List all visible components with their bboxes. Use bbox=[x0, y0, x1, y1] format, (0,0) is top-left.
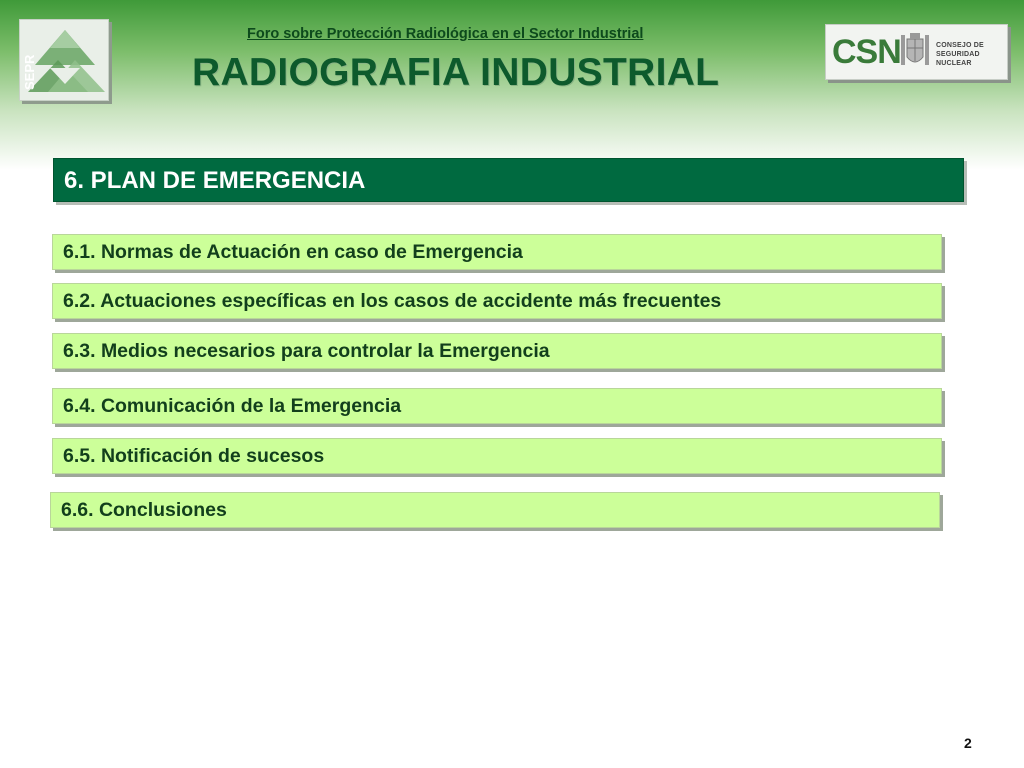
csn-logo-subtext: CONSEJO DE SEGURIDAD NUCLEAR bbox=[936, 42, 984, 67]
sepr-logo-text: SEPR bbox=[22, 54, 37, 90]
forum-link[interactable]: Foro sobre Protección Radiológica en el Sector Industrial bbox=[247, 26, 644, 42]
csn-logo bbox=[825, 24, 1008, 80]
page-title: RADIOGRAFIA INDUSTRIAL bbox=[192, 51, 720, 94]
section-header: 6. PLAN DE EMERGENCIA bbox=[53, 158, 964, 202]
agenda-item-6-3: 6.3. Medios necesarios para controlar la Emergencia bbox=[52, 333, 942, 369]
sepr-logo bbox=[19, 19, 109, 101]
agenda-item-6-2: 6.2. Actuaciones específicas en los casos de accidente más frecuentes bbox=[52, 283, 942, 319]
agenda-item-6-6: 6.6. Conclusiones bbox=[50, 492, 940, 528]
agenda-item-6-1: 6.1. Normas de Actuación en caso de Emergencia bbox=[52, 234, 942, 270]
page-number: 2 bbox=[964, 735, 972, 751]
agenda-item-6-5: 6.5. Notificación de sucesos bbox=[52, 438, 942, 474]
coat-of-arms-icon bbox=[898, 31, 932, 73]
csn-logo-text: CSN bbox=[832, 33, 901, 71]
sepr-triangles-icon bbox=[20, 20, 110, 102]
agenda-item-6-4: 6.4. Comunicación de la Emergencia bbox=[52, 388, 942, 424]
